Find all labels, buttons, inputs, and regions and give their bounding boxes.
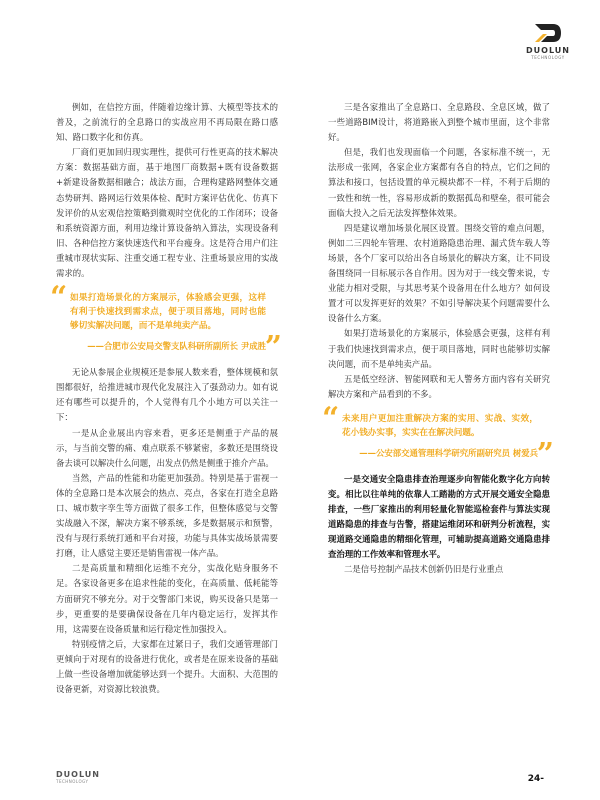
paragraph: 如果打造场景化的方案展示，体验感会更强，这样有利于我们快速找到需求点，便于项目落地，同时也能够切实解决问题，而不是单纯卖产品。 [328, 328, 550, 369]
paragraph: 当然，产品的性能和功能更加强劲。特别是基于雷视一体的全息路口是本次展会的热点、亮点，各家在打造全息路口、城市数字孪生等方面做了很多工作，但整体感觉与交警实战融入不深，解决方案不够系统，多是数据展示和预警，没有与现行系统打通和平台对接，功能与具体实战场景需要打磨，让人感觉主要还是销售雷视一体产品。 [56, 472, 278, 559]
paragraph: 三是各家推出了全息路口、全息路段、全息区域，做了一些道路BIM设计，将道路嵌入到整个城市里面，这个非常好。 [328, 102, 550, 143]
left-column [50, 100, 282, 697]
paragraph: 五是低空经济、智能网联和无人警务方面内容有关研究解决方案和产品看到的不多。 [328, 373, 550, 399]
paragraph: 四是建议增加场景化展区设置。围绕交管的难点问题，例如二三四轮车管理、农村道路隐患治理、漏式货车载人等场景，各个厂家可以给出各自场景化的解决方案，让不同设备围绕同一目标展示各自作用。因为对于一线交警来说，专业能力相对受限，与其思考某个设备用在什么地方？如何设置才可以发挥更好的效果？不如引导解决某个问题需要什么设备什么方案。 [328, 222, 550, 324]
paragraph: 特别疫情之后，大家都在过紧日子，我们交通管理部门更倾向于对现有的设备进行优化，或者是在原来设备的基础上做一些设备增加就能够达到一个提升。大面积、大范围的设备更新，对资源比较浪费。 [56, 638, 278, 695]
quote-close-icon: ” [264, 330, 282, 366]
quote-text: 如果打造场景化的方案展示，体验感会更强，这样有利于快速找到需求点，便于项目落地，同时也能够切实解决问题，而不是单纯卖产品。 [70, 293, 266, 332]
quote-source: ——公安部交通管理科学研究所副研究员 树爱兵 [359, 447, 538, 458]
quote-text: 未来用户更加注重解决方案的实用、实战、实效，花小钱办实事，实实在在解决问题。 [342, 413, 538, 438]
paragraph-bold: 一是交通安全隐患排查治理逐步向智能化数字化方向转变。相比以往单纯的依靠人工踏勘的方式开展交通安全隐患排查，一些厂家推出的利用轻量化智能巡检套件与算法实现道路隐患的排查与告警，搭建运维闭环和研判分析流程，实现道路交通隐患的精细化管理，可辅助提高道路交通隐患排查治理的工作效率和管理水平。 [328, 473, 550, 560]
footer-brand-sub: TECHNOLOGY [56, 779, 89, 784]
pull-quote-1 [50, 280, 282, 366]
quote-close-icon: ” [536, 436, 554, 472]
paragraph: 厂商们更加回归现实理性，提供可行性更高的技术解决方案：数据基础方面，基于地图厂商数据+既有设备数据+新建设备数据相融合；战法方面，合理构建路网整体交通态势研判、路网运行效果体检、配时方案评估优化、仿真下发评价的从宏观信控策略到微观时空优化的工作闭环；设备和系统资源方面，利用边缘计算设备纳入算法，实现设备利旧、各种信控方案快速迭代和平台瘦身。这是符合用户们注重城市现状实际、注重交通工程专业、注重场景应用的实战需求的。 [56, 147, 278, 279]
page-number: 24- [527, 774, 544, 784]
quote-open-icon: “ [50, 280, 68, 316]
header-brand: DUOLUN [526, 46, 570, 55]
header-brand-sub: TECHNOLOGY [531, 55, 565, 60]
paragraph: 二是信号控制产品技术创新仍旧是行业重点 [344, 564, 504, 575]
right-column [322, 100, 554, 578]
paragraph: 一是从企业展出内容来看，更多还是侧重于产品的展示，与当前交警的痛、难点联系不够紧密，多数还是围绕设备去谈可以解决什么问题，出发点仍然是侧重于推介产品。 [56, 427, 278, 468]
footer-brand: DUOLUN [56, 770, 100, 779]
pull-quote-2 [322, 400, 554, 472]
quote-source: ——合肥市公安局交警支队科研所副所长 尹成胜 [87, 341, 266, 352]
paragraph: 例如，在信控方面，伴随着边缘计算、大模型等技术的普及，之前流行的全息路口的实战应用不再局限在路口感知、路口数字化和仿真。 [56, 102, 278, 143]
paragraph: 二是高质量和精细化运维不充分，实战化贴身服务不足。各家设备更多在追求性能的变化，在高质量、低耗能等方面研究不够充分。对于交警部门来说，购买设备只是第一步，更重要的是要确保设备在几年内稳定运行，发挥其作用，这需要在设备质量和运行稳定性加强投入。 [56, 563, 278, 634]
header-logo [518, 22, 578, 60]
quote-open-icon: “ [322, 400, 340, 436]
paragraph: 但是，我们也发现面临一个问题，各家标准不统一，无法形成一张网，各家企业方案都有各自的特点，它们之间的算法和接口，包括设置的单元模块都不一样，不利于后期的一致性和统一性，容易形成新的数据孤岛和壁垒，很可能会面临大投入之后无法发挥整体效果。 [328, 147, 550, 218]
footer-logo [56, 770, 100, 784]
paragraph: 无论从参展企业规模还是参展人数来看，整体规模和氛围都很好，给推进城市现代化发展注入了强劲动力。如有说还有哪些可以提升的，个人觉得有几个小地方可以关注一下： [56, 367, 278, 423]
duolun-logo-icon [533, 22, 563, 44]
